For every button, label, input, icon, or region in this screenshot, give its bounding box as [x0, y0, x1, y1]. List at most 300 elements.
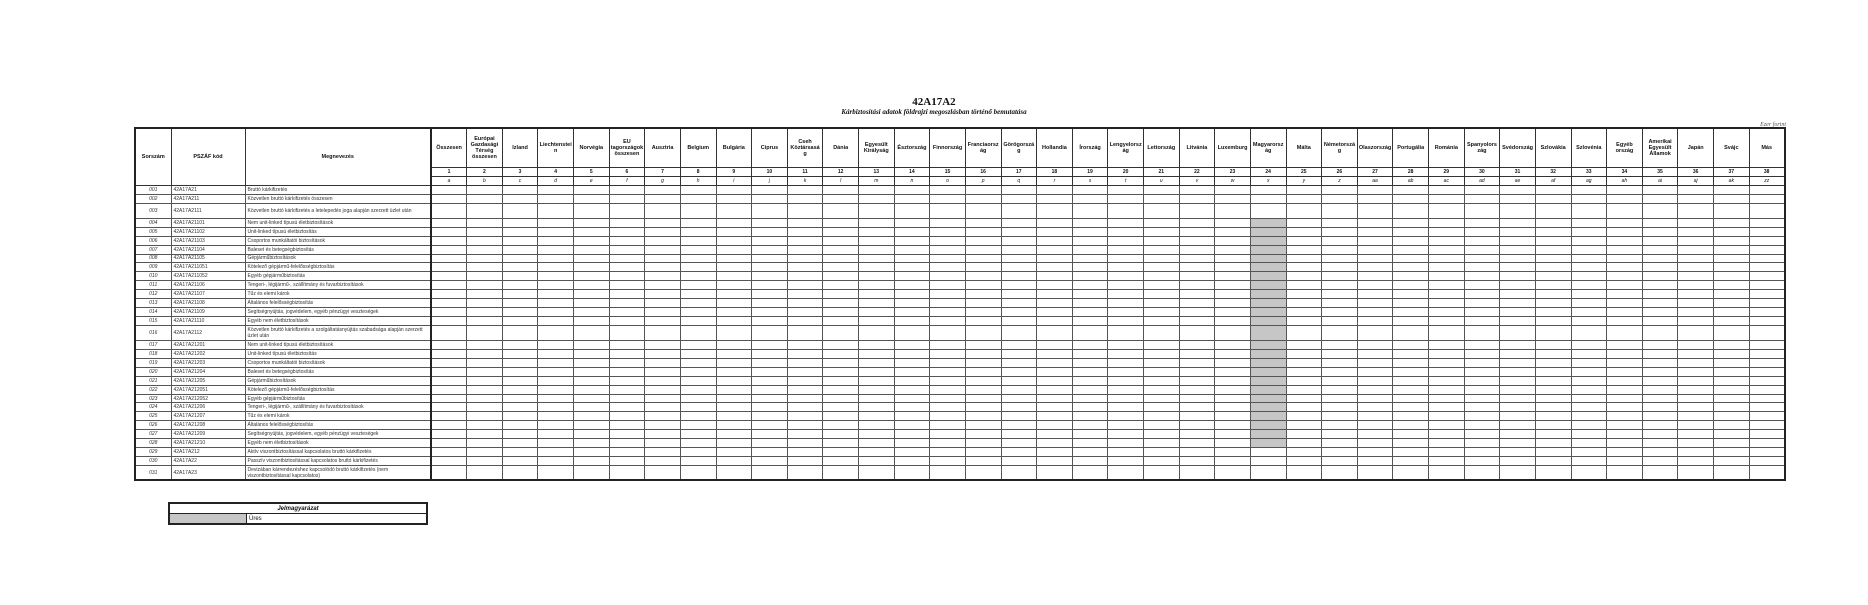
value-cell[interactable]: [1749, 254, 1785, 263]
value-cell[interactable]: [716, 421, 752, 430]
value-cell[interactable]: [431, 421, 467, 430]
value-cell[interactable]: [752, 394, 788, 403]
value-cell[interactable]: [538, 254, 574, 263]
value-cell[interactable]: [716, 186, 752, 195]
value-cell[interactable]: [1179, 254, 1215, 263]
value-cell[interactable]: [431, 254, 467, 263]
value-cell[interactable]: [1464, 466, 1500, 481]
value-cell[interactable]: [502, 403, 538, 412]
value-cell[interactable]: [859, 254, 895, 263]
value-cell[interactable]: [1678, 326, 1714, 341]
value-cell[interactable]: [752, 227, 788, 236]
value-cell[interactable]: [823, 194, 859, 203]
value-cell[interactable]: [1322, 263, 1358, 272]
value-cell[interactable]: [1571, 430, 1607, 439]
value-cell[interactable]: [574, 218, 610, 227]
value-cell[interactable]: [894, 326, 930, 341]
value-cell[interactable]: [1322, 326, 1358, 341]
value-cell[interactable]: [1357, 439, 1393, 448]
value-cell[interactable]: [1001, 439, 1037, 448]
value-cell[interactable]: [1108, 430, 1144, 439]
value-cell[interactable]: [1500, 299, 1536, 308]
value-cell[interactable]: [1535, 254, 1571, 263]
value-cell[interactable]: [1215, 430, 1251, 439]
value-cell[interactable]: [1215, 317, 1251, 326]
value-cell[interactable]: [823, 326, 859, 341]
value-cell[interactable]: [1571, 367, 1607, 376]
value-cell[interactable]: [1144, 448, 1180, 457]
value-cell[interactable]: [1179, 457, 1215, 466]
value-cell[interactable]: [1072, 203, 1108, 218]
value-cell[interactable]: [752, 194, 788, 203]
value-cell[interactable]: [894, 186, 930, 195]
value-cell[interactable]: [1749, 308, 1785, 317]
value-cell[interactable]: [1749, 194, 1785, 203]
value-cell[interactable]: [1678, 227, 1714, 236]
value-cell[interactable]: [1001, 412, 1037, 421]
value-cell[interactable]: [1607, 203, 1643, 218]
value-cell[interactable]: [431, 358, 467, 367]
value-cell[interactable]: [1037, 394, 1073, 403]
value-cell[interactable]: [787, 421, 823, 430]
value-cell[interactable]: [965, 299, 1001, 308]
value-cell[interactable]: [716, 403, 752, 412]
value-cell[interactable]: [502, 457, 538, 466]
value-cell[interactable]: [787, 403, 823, 412]
value-cell[interactable]: [1429, 245, 1465, 254]
value-cell[interactable]: [1179, 290, 1215, 299]
value-cell[interactable]: [1535, 272, 1571, 281]
value-cell[interactable]: [467, 457, 503, 466]
value-cell[interactable]: [645, 430, 681, 439]
value-cell[interactable]: [1678, 448, 1714, 457]
value-cell[interactable]: [1714, 245, 1750, 254]
value-cell[interactable]: [1215, 245, 1251, 254]
value-cell[interactable]: [1464, 245, 1500, 254]
value-cell[interactable]: [680, 290, 716, 299]
value-cell[interactable]: [502, 376, 538, 385]
value-cell[interactable]: [787, 376, 823, 385]
value-cell[interactable]: [1500, 439, 1536, 448]
value-cell[interactable]: [930, 194, 966, 203]
value-cell[interactable]: [1714, 236, 1750, 245]
value-cell[interactable]: [894, 203, 930, 218]
value-cell[interactable]: [467, 308, 503, 317]
value-cell[interactable]: [930, 203, 966, 218]
value-cell[interactable]: [1215, 272, 1251, 281]
value-cell[interactable]: [1357, 448, 1393, 457]
value-cell[interactable]: [1642, 236, 1678, 245]
value-cell[interactable]: [1464, 308, 1500, 317]
value-cell[interactable]: [1286, 245, 1322, 254]
value-cell[interactable]: [431, 263, 467, 272]
value-cell[interactable]: [1072, 227, 1108, 236]
value-cell[interactable]: [1037, 412, 1073, 421]
value-cell[interactable]: [1072, 367, 1108, 376]
value-cell[interactable]: [1144, 227, 1180, 236]
value-cell[interactable]: [1393, 254, 1429, 263]
value-cell[interactable]: [574, 448, 610, 457]
value-cell[interactable]: [431, 385, 467, 394]
value-cell[interactable]: [1108, 254, 1144, 263]
value-cell[interactable]: [1571, 186, 1607, 195]
value-cell[interactable]: [1322, 317, 1358, 326]
value-cell[interactable]: [1037, 281, 1073, 290]
value-cell[interactable]: [1286, 403, 1322, 412]
value-cell[interactable]: [538, 367, 574, 376]
value-cell[interactable]: [1500, 421, 1536, 430]
value-cell[interactable]: [538, 376, 574, 385]
value-cell[interactable]: [1108, 281, 1144, 290]
value-cell[interactable]: [538, 394, 574, 403]
value-cell[interactable]: [1500, 376, 1536, 385]
value-cell[interactable]: [1001, 394, 1037, 403]
value-cell[interactable]: [1535, 263, 1571, 272]
value-cell[interactable]: [1250, 194, 1286, 203]
value-cell[interactable]: [680, 326, 716, 341]
value-cell[interactable]: [1678, 439, 1714, 448]
value-cell[interactable]: [1393, 466, 1429, 481]
value-cell[interactable]: [431, 448, 467, 457]
value-cell[interactable]: [609, 194, 645, 203]
value-cell[interactable]: [1642, 358, 1678, 367]
value-cell[interactable]: [930, 421, 966, 430]
value-cell[interactable]: [1037, 218, 1073, 227]
value-cell[interactable]: [431, 194, 467, 203]
value-cell[interactable]: [894, 290, 930, 299]
value-cell[interactable]: [431, 245, 467, 254]
value-cell[interactable]: [1215, 263, 1251, 272]
value-cell[interactable]: [823, 385, 859, 394]
value-cell[interactable]: [1642, 439, 1678, 448]
value-cell[interactable]: [574, 186, 610, 195]
value-cell[interactable]: [645, 245, 681, 254]
value-cell[interactable]: [1144, 317, 1180, 326]
value-cell[interactable]: [1001, 317, 1037, 326]
value-cell[interactable]: [787, 245, 823, 254]
value-cell[interactable]: [538, 245, 574, 254]
value-cell[interactable]: [1286, 394, 1322, 403]
value-cell[interactable]: [1001, 308, 1037, 317]
value-cell[interactable]: [1571, 218, 1607, 227]
value-cell[interactable]: [1357, 186, 1393, 195]
value-cell[interactable]: [680, 299, 716, 308]
value-cell[interactable]: [930, 308, 966, 317]
value-cell[interactable]: [1144, 308, 1180, 317]
value-cell[interactable]: [1678, 194, 1714, 203]
value-cell[interactable]: [1500, 340, 1536, 349]
value-cell[interactable]: [1714, 412, 1750, 421]
value-cell[interactable]: [1215, 349, 1251, 358]
value-cell[interactable]: [1357, 421, 1393, 430]
value-cell[interactable]: [823, 272, 859, 281]
value-cell[interactable]: [1072, 299, 1108, 308]
value-cell[interactable]: [965, 367, 1001, 376]
value-cell[interactable]: [823, 367, 859, 376]
value-cell[interactable]: [1001, 466, 1037, 481]
value-cell[interactable]: [1108, 439, 1144, 448]
value-cell[interactable]: [894, 308, 930, 317]
value-cell[interactable]: [680, 263, 716, 272]
value-cell[interactable]: [680, 385, 716, 394]
value-cell[interactable]: [1393, 385, 1429, 394]
value-cell[interactable]: [1464, 254, 1500, 263]
value-cell[interactable]: [467, 194, 503, 203]
value-cell[interactable]: [1749, 290, 1785, 299]
value-cell[interactable]: [1037, 367, 1073, 376]
value-cell[interactable]: [645, 281, 681, 290]
value-cell[interactable]: [1108, 326, 1144, 341]
value-cell[interactable]: [859, 439, 895, 448]
value-cell[interactable]: [1179, 272, 1215, 281]
value-cell[interactable]: [431, 466, 467, 481]
value-cell[interactable]: [716, 317, 752, 326]
value-cell[interactable]: [930, 218, 966, 227]
value-cell[interactable]: [1357, 326, 1393, 341]
value-cell[interactable]: [1001, 457, 1037, 466]
value-cell[interactable]: [1072, 254, 1108, 263]
value-cell[interactable]: [1001, 281, 1037, 290]
value-cell[interactable]: [1678, 254, 1714, 263]
value-cell[interactable]: [894, 263, 930, 272]
value-cell[interactable]: [1571, 385, 1607, 394]
value-cell[interactable]: [1357, 466, 1393, 481]
value-cell[interactable]: [1072, 439, 1108, 448]
value-cell[interactable]: [609, 430, 645, 439]
value-cell[interactable]: [1179, 448, 1215, 457]
value-cell[interactable]: [1072, 236, 1108, 245]
value-cell[interactable]: [645, 317, 681, 326]
value-cell[interactable]: [680, 218, 716, 227]
value-cell[interactable]: [680, 186, 716, 195]
value-cell[interactable]: [1500, 218, 1536, 227]
value-cell[interactable]: [965, 457, 1001, 466]
value-cell[interactable]: [645, 439, 681, 448]
value-cell[interactable]: [752, 326, 788, 341]
value-cell[interactable]: [1322, 299, 1358, 308]
value-cell[interactable]: [502, 385, 538, 394]
value-cell[interactable]: [502, 263, 538, 272]
value-cell[interactable]: [1678, 272, 1714, 281]
value-cell[interactable]: [1464, 227, 1500, 236]
value-cell[interactable]: [1464, 448, 1500, 457]
value-cell[interactable]: [1464, 421, 1500, 430]
value-cell[interactable]: [1179, 218, 1215, 227]
value-cell[interactable]: [1464, 299, 1500, 308]
value-cell[interactable]: [1535, 326, 1571, 341]
value-cell[interactable]: [716, 367, 752, 376]
value-cell[interactable]: [574, 236, 610, 245]
value-cell[interactable]: [1001, 349, 1037, 358]
value-cell[interactable]: [823, 403, 859, 412]
value-cell[interactable]: [1072, 448, 1108, 457]
value-cell[interactable]: [1642, 466, 1678, 481]
value-cell[interactable]: [1535, 394, 1571, 403]
value-cell[interactable]: [1144, 218, 1180, 227]
value-cell[interactable]: [716, 326, 752, 341]
value-cell[interactable]: [1286, 358, 1322, 367]
value-cell[interactable]: [965, 194, 1001, 203]
value-cell[interactable]: [752, 358, 788, 367]
value-cell[interactable]: [930, 412, 966, 421]
value-cell[interactable]: [1322, 430, 1358, 439]
value-cell[interactable]: [1286, 412, 1322, 421]
value-cell[interactable]: [467, 326, 503, 341]
value-cell[interactable]: [1500, 448, 1536, 457]
value-cell[interactable]: [1535, 203, 1571, 218]
value-cell[interactable]: [1535, 457, 1571, 466]
value-cell[interactable]: [1464, 340, 1500, 349]
value-cell[interactable]: [1500, 349, 1536, 358]
value-cell[interactable]: [1108, 376, 1144, 385]
value-cell[interactable]: [1464, 430, 1500, 439]
value-cell[interactable]: [431, 394, 467, 403]
value-cell[interactable]: [1215, 186, 1251, 195]
value-cell[interactable]: [467, 317, 503, 326]
value-cell[interactable]: [680, 367, 716, 376]
value-cell[interactable]: [787, 281, 823, 290]
value-cell[interactable]: [1714, 263, 1750, 272]
value-cell[interactable]: [787, 358, 823, 367]
value-cell[interactable]: [431, 317, 467, 326]
value-cell[interactable]: [930, 358, 966, 367]
value-cell[interactable]: [1322, 403, 1358, 412]
value-cell[interactable]: [1037, 349, 1073, 358]
value-cell[interactable]: [680, 403, 716, 412]
value-cell[interactable]: [574, 358, 610, 367]
value-cell[interactable]: [1500, 254, 1536, 263]
value-cell[interactable]: [1535, 367, 1571, 376]
value-cell[interactable]: [1429, 394, 1465, 403]
value-cell[interactable]: [431, 281, 467, 290]
value-cell[interactable]: [1108, 340, 1144, 349]
value-cell[interactable]: [1108, 421, 1144, 430]
value-cell[interactable]: [1535, 403, 1571, 412]
value-cell[interactable]: [1535, 448, 1571, 457]
value-cell[interactable]: [1037, 385, 1073, 394]
value-cell[interactable]: [1749, 358, 1785, 367]
value-cell[interactable]: [1393, 227, 1429, 236]
value-cell[interactable]: [1322, 308, 1358, 317]
value-cell[interactable]: [1001, 448, 1037, 457]
value-cell[interactable]: [574, 272, 610, 281]
value-cell[interactable]: [574, 430, 610, 439]
value-cell[interactable]: [680, 317, 716, 326]
value-cell[interactable]: [1357, 367, 1393, 376]
value-cell[interactable]: [752, 272, 788, 281]
value-cell[interactable]: [1607, 317, 1643, 326]
value-cell[interactable]: [1250, 203, 1286, 218]
value-cell[interactable]: [1215, 385, 1251, 394]
value-cell[interactable]: [1749, 430, 1785, 439]
value-cell[interactable]: [467, 340, 503, 349]
value-cell[interactable]: [1286, 272, 1322, 281]
value-cell[interactable]: [859, 367, 895, 376]
value-cell[interactable]: [1429, 281, 1465, 290]
value-cell[interactable]: [1429, 308, 1465, 317]
value-cell[interactable]: [1179, 245, 1215, 254]
value-cell[interactable]: [1714, 358, 1750, 367]
value-cell[interactable]: [965, 466, 1001, 481]
value-cell[interactable]: [930, 349, 966, 358]
value-cell[interactable]: [930, 245, 966, 254]
value-cell[interactable]: [894, 245, 930, 254]
value-cell[interactable]: [930, 290, 966, 299]
value-cell[interactable]: [1179, 340, 1215, 349]
value-cell[interactable]: [1322, 290, 1358, 299]
value-cell[interactable]: [1749, 394, 1785, 403]
value-cell[interactable]: [1001, 236, 1037, 245]
value-cell[interactable]: [1429, 299, 1465, 308]
value-cell[interactable]: [1607, 421, 1643, 430]
value-cell[interactable]: [716, 358, 752, 367]
value-cell[interactable]: [1001, 218, 1037, 227]
value-cell[interactable]: [787, 317, 823, 326]
value-cell[interactable]: [1037, 457, 1073, 466]
value-cell[interactable]: [1215, 236, 1251, 245]
value-cell[interactable]: [1464, 317, 1500, 326]
value-cell[interactable]: [1429, 439, 1465, 448]
value-cell[interactable]: [574, 299, 610, 308]
value-cell[interactable]: [1037, 299, 1073, 308]
value-cell[interactable]: [1357, 263, 1393, 272]
value-cell[interactable]: [894, 421, 930, 430]
value-cell[interactable]: [787, 412, 823, 421]
value-cell[interactable]: [1393, 367, 1429, 376]
value-cell[interactable]: [1535, 299, 1571, 308]
value-cell[interactable]: [1571, 421, 1607, 430]
value-cell[interactable]: [1607, 326, 1643, 341]
value-cell[interactable]: [752, 308, 788, 317]
value-cell[interactable]: [823, 308, 859, 317]
value-cell[interactable]: [823, 227, 859, 236]
value-cell[interactable]: [502, 218, 538, 227]
value-cell[interactable]: [930, 466, 966, 481]
value-cell[interactable]: [538, 349, 574, 358]
value-cell[interactable]: [1179, 376, 1215, 385]
value-cell[interactable]: [787, 254, 823, 263]
value-cell[interactable]: [716, 290, 752, 299]
value-cell[interactable]: [1749, 236, 1785, 245]
value-cell[interactable]: [1464, 290, 1500, 299]
value-cell[interactable]: [538, 421, 574, 430]
value-cell[interactable]: [930, 376, 966, 385]
value-cell[interactable]: [1714, 448, 1750, 457]
value-cell[interactable]: [1464, 272, 1500, 281]
value-cell[interactable]: [1429, 466, 1465, 481]
value-cell[interactable]: [1535, 430, 1571, 439]
value-cell[interactable]: [1678, 385, 1714, 394]
value-cell[interactable]: [609, 203, 645, 218]
value-cell[interactable]: [1500, 245, 1536, 254]
value-cell[interactable]: [1714, 376, 1750, 385]
value-cell[interactable]: [431, 227, 467, 236]
value-cell[interactable]: [609, 340, 645, 349]
value-cell[interactable]: [894, 448, 930, 457]
value-cell[interactable]: [1571, 349, 1607, 358]
value-cell[interactable]: [1714, 308, 1750, 317]
value-cell[interactable]: [1322, 394, 1358, 403]
value-cell[interactable]: [1322, 376, 1358, 385]
value-cell[interactable]: [1393, 299, 1429, 308]
value-cell[interactable]: [1607, 236, 1643, 245]
value-cell[interactable]: [1607, 394, 1643, 403]
value-cell[interactable]: [787, 466, 823, 481]
value-cell[interactable]: [1642, 394, 1678, 403]
value-cell[interactable]: [1072, 218, 1108, 227]
value-cell[interactable]: [859, 457, 895, 466]
value-cell[interactable]: [930, 272, 966, 281]
